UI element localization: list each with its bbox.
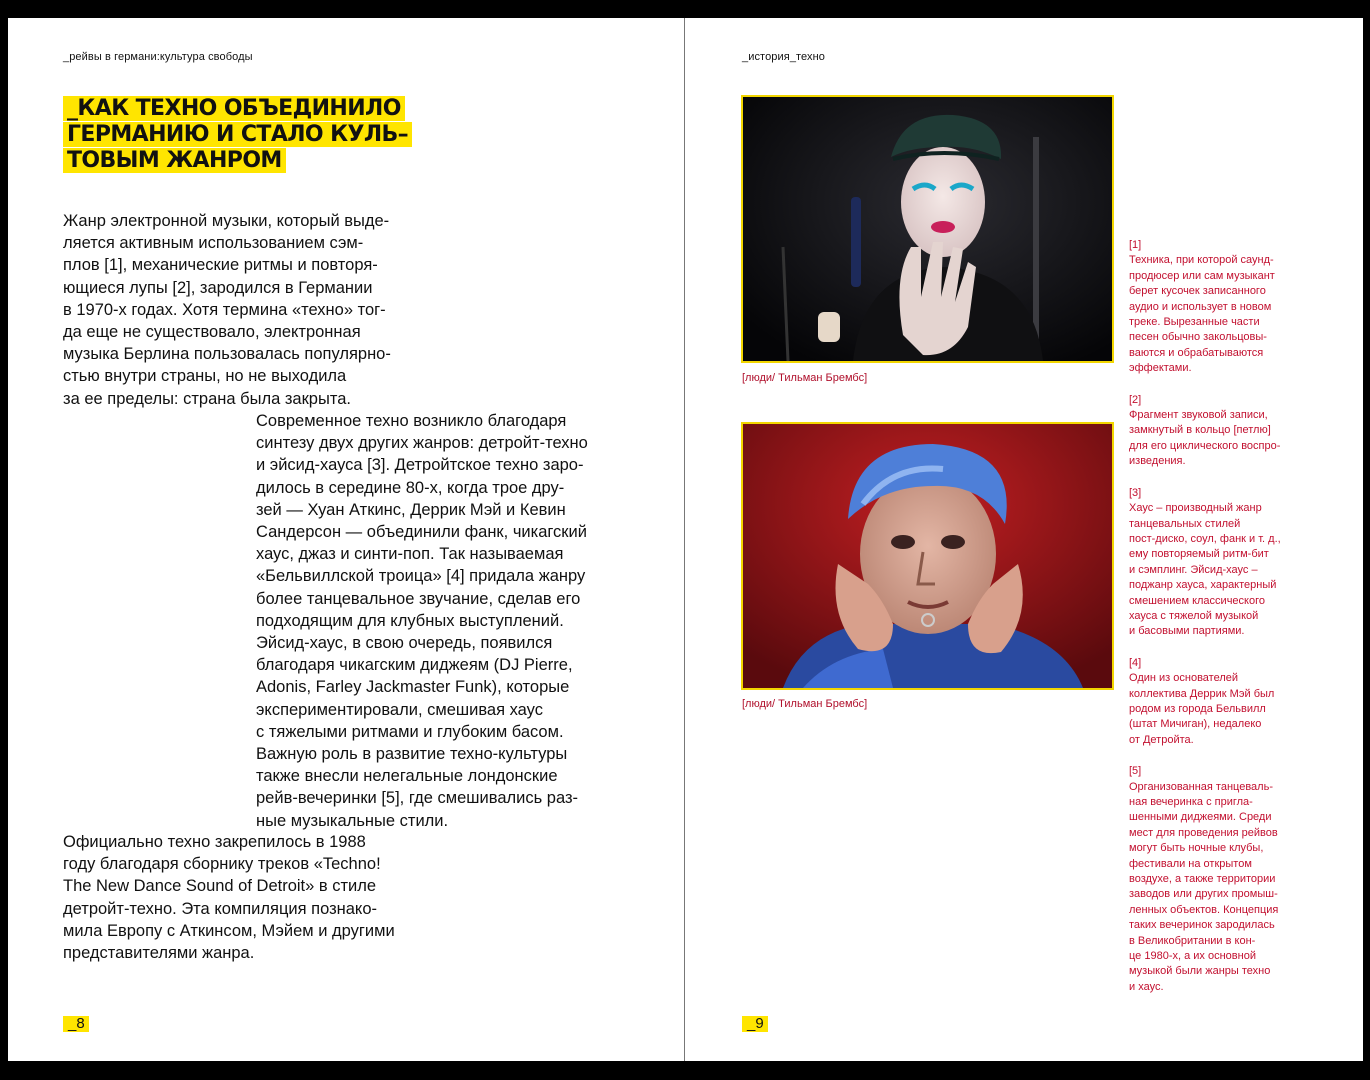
text-line: ные музыкальные стили. xyxy=(256,811,449,830)
magazine-spread xyxy=(8,18,1363,1061)
footnote-line: ваются и обрабатываются xyxy=(1129,346,1264,359)
text-line: благодаря чикагским диджеям (DJ Pierre, xyxy=(256,656,573,675)
footnote-line: продюсер или сам музыкант xyxy=(1129,269,1275,282)
footnote-line: в Великобритании в кон- xyxy=(1129,934,1256,947)
photo-person-hands xyxy=(741,422,1114,690)
footnote-line: могут быть ночные клубы, xyxy=(1129,842,1264,855)
footnote-line: ная вечеринка с пригла- xyxy=(1129,796,1253,808)
footnote-line: таких вечеринок зародилась xyxy=(1129,919,1275,932)
footnote-line: Организованная танцеваль- xyxy=(1129,780,1273,793)
footnote-line: от Детройта. xyxy=(1129,733,1194,746)
footnote-line: родом из города Бельвилл xyxy=(1129,702,1266,715)
text-line: и эйсид-хауса [3]. Детройтское техно заро- xyxy=(256,456,584,475)
footnote-line: песен обычно закольцовы- xyxy=(1129,331,1267,344)
text-line: детройт-техно. Эта компиляция познако- xyxy=(63,899,377,918)
footnote-line: смешением классического xyxy=(1129,594,1265,607)
left-running-head: _рейвы в германи:культура свободы xyxy=(63,51,253,63)
photo-person-hands-illustration xyxy=(743,424,1112,688)
photo-person-cap xyxy=(741,95,1114,363)
title-line-2: ГЕРМАНИЮ И СТАЛО КУЛЬ– xyxy=(63,122,412,147)
text-line: рейв-вечеринки [5], где смешивались раз- xyxy=(256,789,578,808)
photo1-caption: [люди/ Тильман Брембс] xyxy=(742,372,868,384)
text-line: Жанр электронной музыки, который выде- xyxy=(63,212,390,230)
text-line: синтезу двух других жанров: детройт-техно xyxy=(256,434,588,453)
footnote-line: Хаус – производный жанр xyxy=(1129,502,1262,515)
text-line: музыка Берлина пользовалась популярно- xyxy=(63,345,391,364)
footnote-3 xyxy=(1129,486,1319,640)
text-line: подходящим для клубных выступлений. xyxy=(256,611,564,630)
text-line: ющиеся лупы [2], зародился в Германии xyxy=(63,278,373,297)
footnote-line: и сэмплинг. Эйсид-хаус – xyxy=(1129,563,1258,576)
footnote-line: поджанр хауса, характерный xyxy=(1129,579,1277,592)
text-line: за ее пределы: страна была закрыта. xyxy=(63,389,351,408)
footnote-5 xyxy=(1129,764,1319,995)
footnote-line: берет кусочек записанного xyxy=(1129,285,1266,298)
footnote-line: це 1980-х, а их основной xyxy=(1129,950,1256,963)
page-number-right: _9 xyxy=(742,1016,768,1032)
article-title xyxy=(63,96,443,174)
text-line: году благодаря сборнику треков «Techno! xyxy=(63,855,381,874)
text-line: Эйсид-хаус, в свою очередь, появился xyxy=(256,634,553,653)
footnote-line: заводов или других промыш- xyxy=(1129,888,1278,901)
footnote-line: фестивали на открытом xyxy=(1129,857,1252,870)
text-line: экспериментировали, смешивая хаус xyxy=(256,700,543,719)
text-line: представителями жанра. xyxy=(63,944,255,963)
footnote-line: коллектива Деррик Мэй был xyxy=(1129,687,1275,700)
footnote-line: хауса с тяжелой музыкой xyxy=(1129,609,1259,622)
footnote-line: музыкой были жанры техно xyxy=(1129,965,1271,978)
text-line: зей — Хуан Аткинс, Деррик Мэй и Кевин xyxy=(256,500,566,519)
text-line: стью внутри страны, но не выходила xyxy=(63,367,347,386)
footnote-line: шенными диджеями. Среди xyxy=(1129,811,1272,824)
footnote-line: изведения. xyxy=(1129,455,1186,468)
footnote-line: и хаус. xyxy=(1129,980,1164,993)
text-line: Важную роль в развитие техно-культуры xyxy=(256,745,568,764)
footnote-line: Техника, при которой саунд- xyxy=(1129,254,1274,267)
text-line: The New Dance Sound of Detroit» в стиле xyxy=(63,877,377,896)
closing-paragraph xyxy=(63,831,395,964)
footnote-number: [5] xyxy=(1129,765,1142,778)
footnote-1 xyxy=(1129,238,1319,377)
photo-person-cap-illustration xyxy=(743,97,1112,361)
footnote-line: танцевальных стилей xyxy=(1129,517,1241,530)
text-line: Adonis, Farley Jackmaster Funk), которые xyxy=(256,678,570,697)
text-line: также внесли нелегальные лондонские xyxy=(256,767,558,786)
footnote-line: треке. Вырезанные части xyxy=(1129,316,1260,329)
footnote-line: ему повторяемый ритм-бит xyxy=(1129,548,1269,561)
text-line: ляется активным использованием сэм- xyxy=(63,234,364,253)
intro-paragraph xyxy=(63,210,391,410)
footnote-number: [1] xyxy=(1129,239,1142,251)
text-line: хаус, джаз и синти-поп. Так называемая xyxy=(256,545,564,564)
text-line: с тяжелыми ритмами и глубоким басом. xyxy=(256,722,564,741)
footnote-line: пост-диско, соул, фанк и т. д., xyxy=(1129,532,1281,545)
text-line: мила Европу с Аткинсом, Мэйем и другими xyxy=(63,921,395,940)
footnote-line: Один из основателей xyxy=(1129,672,1239,685)
page-gutter xyxy=(684,18,685,1061)
footnote-line: аудио и использует в новом xyxy=(1129,300,1272,313)
footnote-number: [3] xyxy=(1129,486,1142,499)
text-line: «Бельвиллской троица» [4] придала жанру xyxy=(256,567,586,586)
right-running-head: _история_техно xyxy=(742,51,826,63)
title-line-3: ТОВЫМ ЖАНРОМ xyxy=(63,148,286,173)
footnote-line: мест для проведения рейвов xyxy=(1129,826,1278,839)
footnote-line: эффектами. xyxy=(1129,362,1192,375)
text-line: дилось в середине 80-х, когда трое дру- xyxy=(256,478,565,497)
footnote-number: [4] xyxy=(1129,656,1142,669)
photo2-caption: [люди/ Тильман Брембс] xyxy=(742,698,868,710)
main-paragraph xyxy=(256,410,588,832)
text-line: да еще не существовало, электронная xyxy=(63,323,361,342)
footnote-line: Фрагмент звуковой записи, xyxy=(1129,409,1268,422)
text-line: Современное техно возникло благодаря xyxy=(256,412,567,430)
footnote-line: воздухе, а также территории xyxy=(1129,873,1276,886)
title-line-1: _КАК ТЕХНО ОБЪЕДИНИЛО xyxy=(63,96,405,121)
footnote-4 xyxy=(1129,656,1319,748)
footnotes xyxy=(1129,238,1319,1011)
footnote-line: замкнутый в кольцо [петлю] xyxy=(1129,424,1271,437)
page-number-left: _8 xyxy=(63,1016,89,1032)
text-line: плов [1], механические ритмы и повторя- xyxy=(63,256,378,275)
text-line: более танцевальное звучание, сделав его xyxy=(256,589,581,608)
footnote-number: [2] xyxy=(1129,393,1142,406)
footnote-line: для его циклического воспро- xyxy=(1129,439,1281,452)
text-line: в 1970-х годах. Хотя термина «техно» тог- xyxy=(63,300,386,319)
text-line: Официально техно закрепилось в 1988 xyxy=(63,833,366,851)
footnote-line: (штат Мичиган), недалеко xyxy=(1129,718,1262,731)
footnote-2 xyxy=(1129,393,1319,470)
footnote-line: и басовыми партиями. xyxy=(1129,625,1245,638)
text-line: Сандерсон — объединили фанк, чикагский xyxy=(256,523,587,542)
footnote-line: ленных объектов. Концепция xyxy=(1129,903,1279,916)
